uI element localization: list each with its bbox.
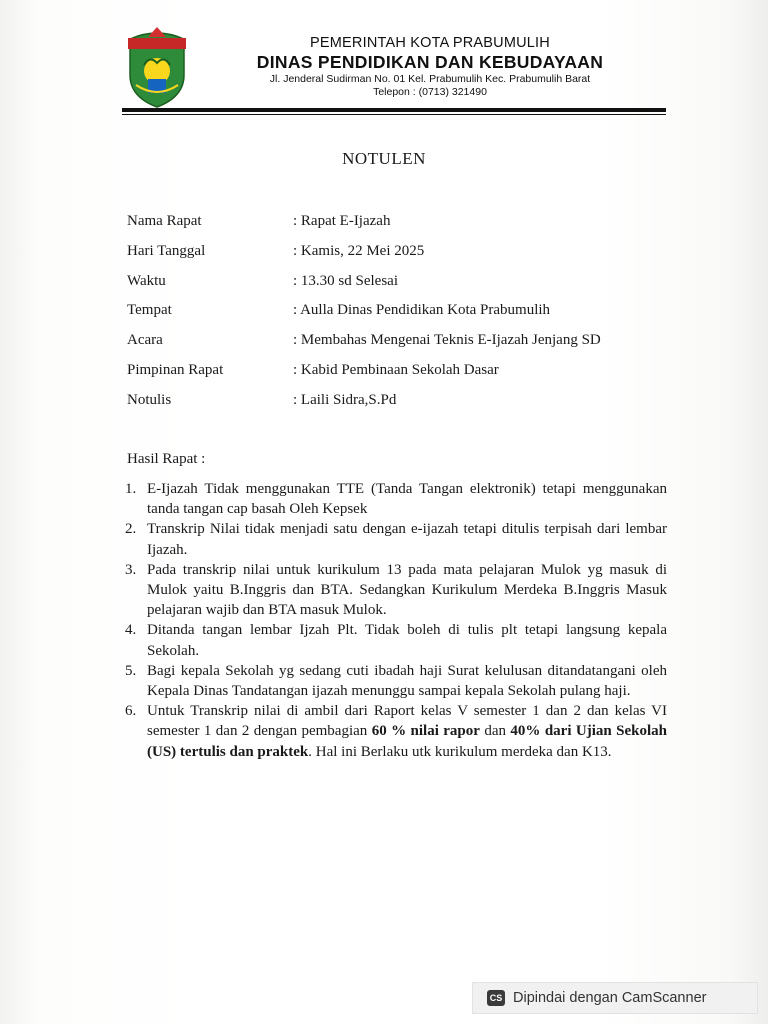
list-item [125,661,667,701]
meta-label: Nama Rapat [127,213,202,229]
item-text: Pada transkrip nilai untuk kurikulum 13 pada mata pelajaran Mulok yg masuk di Mulok yaitu B.Inggris dan BTA. Sedangkan Kurikulum Merdeka B.Inggris Masuk pelajaran wajib dan BTA masuk Mulok. [147,561,667,619]
item-number: 4. [125,622,137,639]
meta-value: : Aulla Dinas Pendidikan Kota Prabumulih [293,302,551,319]
results-heading: Hasil Rapat : [127,451,206,467]
department-phone: Telepon : (0713) 321490 [373,86,487,98]
letterhead-divider-thick [122,108,666,112]
item-number: 2. [125,521,137,538]
results-list [125,479,667,762]
list-item [125,620,667,660]
list-item [125,560,667,621]
letterhead [230,35,630,99]
meta-label: Hari Tanggal [127,242,206,259]
meta-label: Tempat [127,302,172,319]
item-text: E-Ijazah Tidak menggunakan TTE (Tanda Tangan elektronik) tetapi menggunakan tanda tangan cap basah Oleh Kepsek [147,481,667,518]
item-text: Transkrip Nilai tidak menjadi satu dengan e-ijazah tetapi ditulis terpisah dari lembar Ijazah. [147,521,667,558]
meta-value: : Kamis, 22 Mei 2025 [293,242,425,259]
item-number: 6. [125,703,137,720]
department-address: Jl. Jenderal Sudirman No. 01 Kel. Prabumulih Kec. Prabumulih Barat [269,73,591,85]
meta-value: : Membahas Mengenai Teknis E-Ijazah Jenjang SD [293,332,601,349]
city-emblem-logo [122,25,192,109]
meta-label: Notulis [127,391,172,408]
item-text-part: dan [479,723,511,740]
item-text-part: Untuk Transkrip nilai di ambil dari Raport kelas V semester 1 dan 2 dan kelas VI semester 1 dan 2 dengan pembagian [147,703,667,740]
meta-row [127,213,687,243]
item-number: 1. [125,481,137,497]
department-name: DINAS PENDIDIKAN DAN KEBUDAYAAN [256,52,604,72]
meta-row [127,392,687,422]
government-name: PEMERINTAH KOTA PRABUMULIH [310,35,550,51]
camscanner-label: Dipindai dengan CamScanner [513,990,707,1006]
meta-row [127,273,687,303]
item-number: 5. [125,662,137,679]
camscanner-watermark [472,982,758,1014]
item-text-bold: 40% dari Ujian Sekolah (US) tertulis dan praktek [147,723,667,760]
meta-row [127,332,687,362]
item-text-bold: 60 % nilai rapor [371,723,480,740]
item-text: Bagi kepala Sekolah yg sedang cuti ibadah haji Surat kelulusan ditandatangani oleh Kepala Dinas Tandatangan ijazah menunggu sampai kepala Sekolah pulang haji. [147,662,667,700]
meta-row [127,362,687,392]
letterhead-divider-thin [122,114,666,115]
meeting-details [127,213,687,422]
item-text: Ditanda tangan lembar Ijzah Plt. Tidak boleh di tulis plt tetapi langsung kepala Sekolah. [147,622,667,659]
meta-value: : 13.30 sd Selesai [293,272,398,289]
meta-row [127,243,687,273]
meta-label: Acara [127,332,163,349]
document-title: NOTULEN [342,149,426,168]
list-item [125,479,667,519]
meta-row [127,302,687,332]
item-number: 3. [125,561,137,578]
meta-value: : Kabid Pembinaan Sekolah Dasar [293,361,499,378]
list-item [125,519,667,559]
meta-value: : Rapat E-Ijazah [293,213,391,229]
camscanner-icon: CS [487,990,505,1006]
meta-label: Waktu [127,272,166,289]
item-text-part: . Hal ini Berlaku utk kurikulum merdeka dan K13. [308,743,612,760]
meta-value: : Laili Sidra,S.Pd [293,391,397,408]
item-text [147,701,667,762]
meta-label: Pimpinan Rapat [127,361,224,378]
list-item [125,701,667,762]
